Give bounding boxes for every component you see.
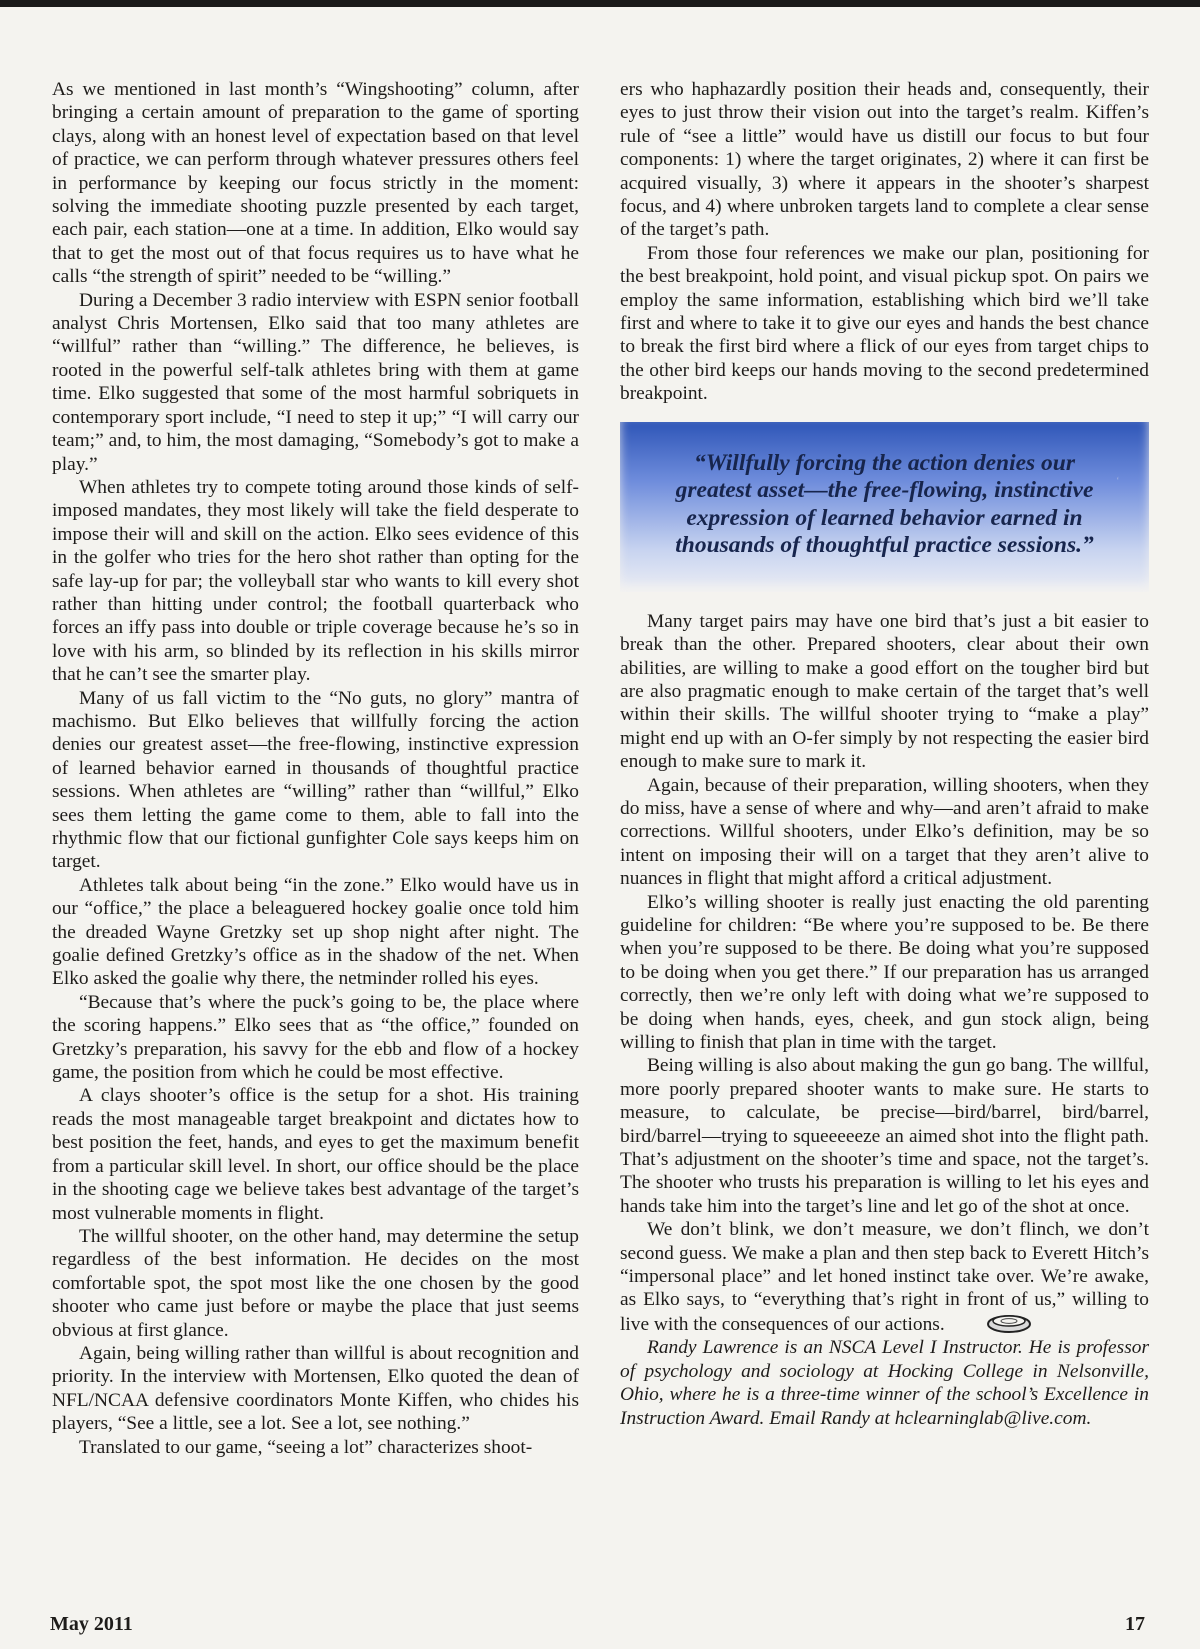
paragraph: Again, because of their preparation, willing shooters, when they do miss, have a sense of where and why—and aren’t afraid to make corrections. Willful shooters, under Elko’s definition, may be so intent on imposing their will on a target that they aren’t alive to nuances in flight that might afford a critical adjustment. (620, 774, 1149, 890)
article-column-left (52, 78, 579, 1459)
paragraph: From those four references we make our plan, positioning for the best breakpoint, hold point, and visual pickup spot. On pairs we employ the same information, establishing which bird we’ll take first and where to take it to give our eyes and hands the best chance to break the first bird where a flick of our eyes from target chips to the other bird keeps our hands moving to the second predetermined breakpoint. (620, 242, 1149, 405)
paragraph: ers who haphazardly position their heads and, consequently, their eyes to just throw their vision out into the target’s realm. Kiffen’s rule of “see a little” would have us distill our focus to but four components: 1) where the target originates, 2) where it can first be acquired visually, 3) where it appears in the shooter’s sharpest focus, and 4) where unbroken targets land to complete a clear sense of the target’s path. (620, 79, 1149, 241)
paragraph: Many target pairs may have one bird that’s just a bit easier to break than the other. Prepared shooters, clear about their own abilities, are willing to make a good effort on the tougher bird but are also pragmatic enough to make certain of the target that’s well within their skills. The willful shooter trying to “make a play” might end up with an O-fer simply by not respecting the easier bird enough to make sure to mark it. (620, 610, 1149, 773)
last-paragraph (620, 1218, 1149, 1336)
pull-quote-box (620, 422, 1149, 592)
page-top-edge (0, 0, 1200, 7)
paragraph: A clays shooter’s office is the setup for a shot. His training reads the most manageable target breakpoint and dictates how to best position the feet, hands, and eyes to get the maximum benefit from a particular skill level. In short, our office should be the place in the shooting cage we believe takes best advantage of the target’s most vulnerable moments in flight. (52, 1085, 579, 1224)
decorative-mark: ‘ (1115, 475, 1119, 487)
footer-date: May 2011 (50, 1613, 133, 1635)
paragraph: The willful shooter, on the other hand, may determine the setup regardless of the best information. He decides on the most comfortable spot, the spot most like the one chosen by the good shooter who came just before or maybe the place that just seems obvious at first glance. (52, 1225, 579, 1341)
paragraph: During a December 3 radio interview with ESPN senior football analyst Chris Mortensen, Elko said that too many athletes are “willful” rather than “willing.” The difference, he believes, is rooted in the powerful self-talk athletes bring with them at game time. Elko suggested that some of the most harmful sobriquets in contemporary sport include, “I need to step it up;” “I will carry our team;” and, to him, the most damaging, “Somebody’s got to make a play.” (52, 289, 579, 475)
page-number: 17 (1125, 1613, 1145, 1635)
author-bio: Randy Lawrence is an NSCA Level I Instructor. He is professor of psychology and sociology at Hocking College in Nelsonville, Ohio, where he is a three-time winner of the school’s Excellence in Instruction Award. Email Randy at hclearninglab@live.com. (620, 1337, 1149, 1429)
article-column-right (620, 78, 1149, 1430)
paragraph-text: We don’t blink, we don’t measure, we don’t flinch, we don’t second guess. We make a plan and then step back to Everett Hitch’s “impersonal place” and let honed instinct take over. We’re awake, as Elko says, to “everything that’s right in front of us,” willing to live with the consequences of our actions. (620, 1219, 1149, 1335)
clay-target-icon (959, 1312, 1005, 1334)
paragraph: Translated to our game, “seeing a lot” characterizes shoot- (79, 1436, 533, 1458)
paragraph: “Because that’s where the puck’s going to be, the place where the scoring happens.” Elko sees that as “the office,” founded on Gretzky’s preparation, his savvy for the ebb and flow of a hockey game, the position from which he could be most effective. (52, 991, 579, 1084)
paragraph: As we mentioned in last month’s “Wingshooting” column, after bringing a certain amount of preparation to the game of sporting clays, along with an honest level of expectation based on that level of practice, we can perform through whatever pressures others feel in performance by keeping our focus strictly in the moment: solving the immediate shooting puzzle presented by each target, each pair, each station—one at a time. In addition, Elko would say that to get the most out of that focus requires us to have what he calls “the strength of spirit” needed to be “willing.” (52, 79, 579, 288)
paragraph: Many of us fall victim to the “No guts, no glory” mantra of machismo. But Elko believes that willfully forcing the action denies our greatest asset—the free-flowing, instinctive expression of learned behavior earned in thousands of thoughtful practice sessions. When athletes are “willing” rather than “willful,” Elko sees them letting the game come to them, able to fall into the rhythmic flow that our fictional gunfighter Cole says keeps him on target. (52, 687, 579, 873)
paragraph: Athletes talk about being “in the zone.” Elko would have us in our “office,” the place a beleaguered hockey goalie once told him the dreaded Wayne Gretzky set up shop night after night. The goalie defined Gretzky’s office as in the shadow of the net. When Elko asked the goalie why there, the netminder rolled his eyes. (52, 874, 579, 990)
paragraph: Again, being willing rather than willful is about recognition and priority. In the interview with Mortensen, Elko quoted the dean of NFL/NCAA defensive coordinators Monte Kiffen, who chides his players, “See a little, see a lot. See a lot, see nothing.” (52, 1342, 579, 1435)
pull-quote-text: “Willfully forcing the action denies our greatest asset—the free-flowing, instinctive expression of learned behavior earned in thousands of thoughtful practice sessions.” (675, 449, 1094, 559)
paragraph: Elko’s willing shooter is really just enacting the old parenting guideline for children: “Be where you’re supposed to be. Be there when you’re supposed to be there. Be doing what you’re supposed to be doing when you get there.” If our preparation has us arranged correctly, then we’re only left with doing what we’re supposed to be doing when hands, eyes, cheek, and gun stock align, being willing to finish that plan in time with the target. (620, 891, 1149, 1053)
paragraph: When athletes try to compete toting around those kinds of self-imposed mandates, they most likely will take the field desperate to impose their will and skill on the action. Elko sees evidence of this in the golfer who tries for the hero shot rather than opting for the safe lay-up for par; the volleyball star who wants to kill every shot rather than hitting under control; the football quarterback who forces an iffy pass into double or triple coverage because he’s so in love with his arm, so blinded by its reflection in his skills mirror that he can’t see the smarter play. (52, 476, 579, 686)
paragraph: Being willing is also about making the gun go bang. The willful, more poorly prepared shooter wants to make sure. He starts to measure, to calculate, be precise—bird/barrel, bird/barrel, bird/barrel—trying to squeeeeeze an aimed shot into the flight path. That’s adjustment on the shooter’s time and space, not the target’s. The shooter who trusts his preparation is willing to let his eyes and hands take him into the target’s line and let go of the shot at once. (620, 1055, 1149, 1217)
